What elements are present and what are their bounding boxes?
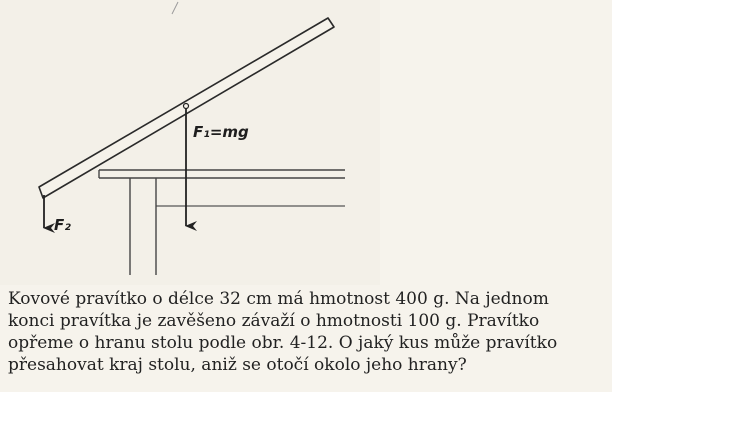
ruler-on-table-figure: [0, 0, 380, 285]
problem-line: konci pravítka je zavěšeno závaží o hmotnosti 100 g. Pravítko: [8, 311, 540, 331]
scan-mark: [172, 2, 178, 14]
problem-text: [8, 288, 608, 376]
problem-line: Kovové pravítko o délce 32 cm má hmotnost 400 g. Na jednom: [8, 289, 549, 309]
problem-line: opřeme o hranu stolu podle obr. 4-12. O jaký kus může pravítko: [8, 333, 558, 353]
problem-line: přesahovat kraj stolu, aniž se otočí okolo jeho hrany?: [8, 355, 467, 375]
force-label-f2: F₂: [54, 216, 71, 234]
force-label-f1: F₁=mg: [193, 123, 249, 141]
table: [99, 170, 345, 275]
